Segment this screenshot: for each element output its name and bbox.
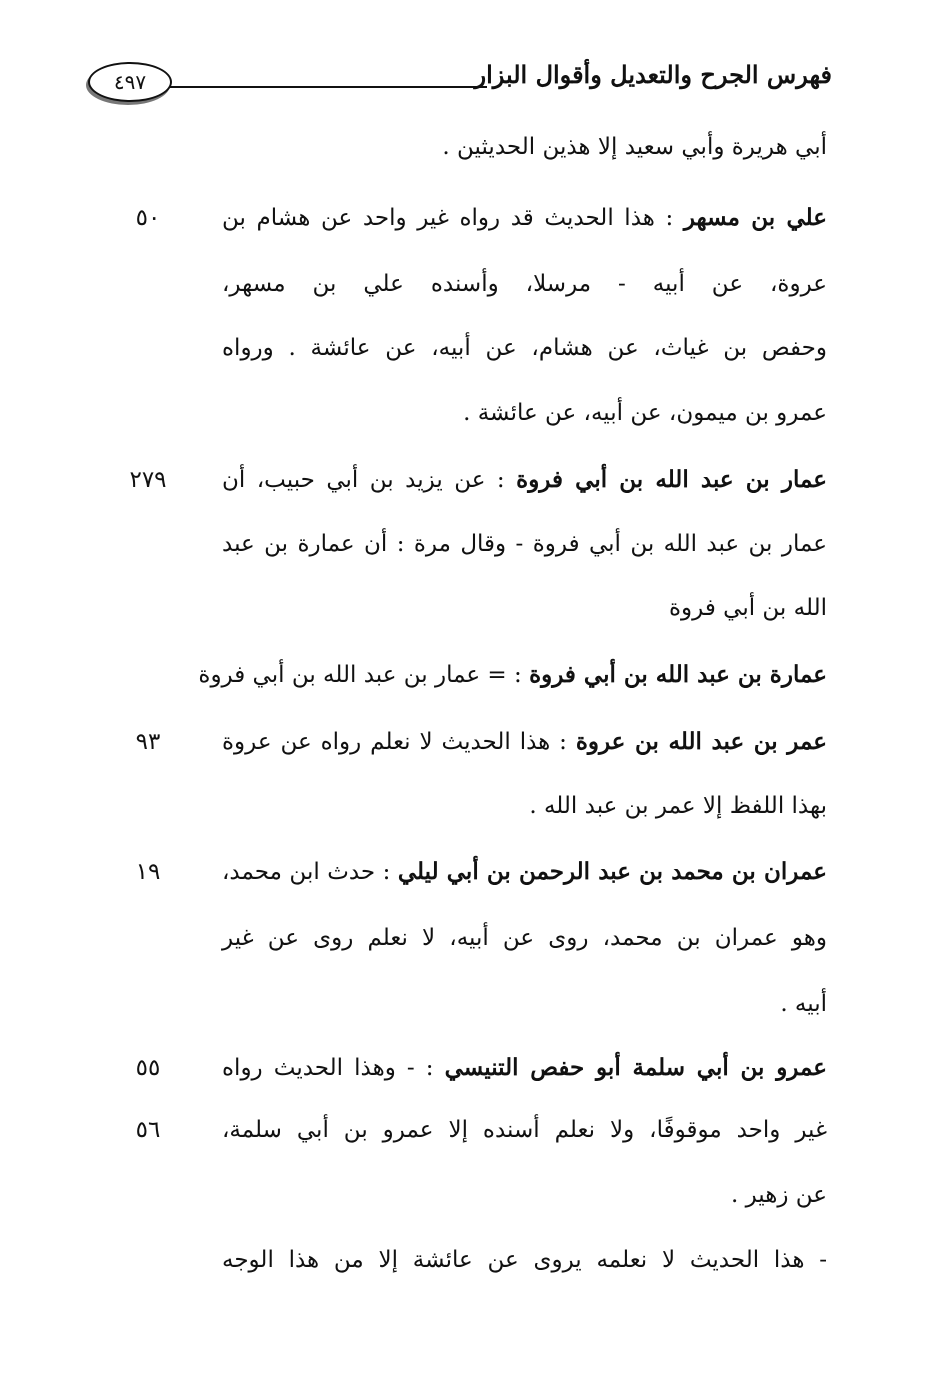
text-line: غير واحد موقوفًا، ولا نعلم أسنده إلا عمرو بن أبي سلمة، <box>222 1117 827 1143</box>
text-line: وحفص بن غياث، عن هشام، عن أبيه، عن عائشة . ورواه <box>222 335 827 361</box>
text-line: عمار بن عبد الله بن أبي فروة - وقال مرة : أن عمارة بن عبد <box>222 531 827 557</box>
narrator-name: عمران بن محمد بن عبد الرحمن بن أبي ليلي <box>397 858 827 885</box>
text-line: - هذا الحديث لا نعلمه يروى عن عائشة إلا من هذا الوجه <box>222 1247 827 1273</box>
entry-reference-number: ٩٣ <box>135 729 161 755</box>
page-number-badge <box>88 62 172 102</box>
header-rule <box>170 86 487 88</box>
narrator-name: علي بن مسهر <box>683 204 827 231</box>
entry-heading-line: عمرو بن أبي سلمة أبو حفص التنيسي : - وهذا الحديث رواه <box>222 1054 828 1081</box>
text-line: عمرو بن ميمون، عن أبيه، عن عائشة . <box>463 400 827 426</box>
narrator-name: عمار بن عبد الله بن أبي فروة <box>516 466 828 493</box>
narrator-name: عمارة بن عبد الله بن أبي فروة <box>529 661 827 688</box>
entry-heading-line: عمارة بن عبد الله بن أبي فروة : = عمار بن عبد الله بن أبي فروة <box>198 661 827 688</box>
narrator-name: عمر بن عبد الله بن عروة <box>575 728 827 755</box>
page-number: ٤٩٧ <box>113 70 147 94</box>
page-header <box>80 50 832 110</box>
text-line: بهذا اللفظ إلا عمر بن عبد الله . <box>529 793 827 819</box>
entry-heading-line: علي بن مسهر : هذا الحديث قد رواه غير واحد عن هشام بن <box>222 204 827 231</box>
entry-reference-number: ٢٧٩ <box>129 467 167 493</box>
text-line: عروة، عن أبيه - مرسلا، وأسنده علي بن مسهر، <box>222 271 827 297</box>
entry-reference-number: ٥٠ <box>135 205 161 231</box>
entry-heading-line: عمار بن عبد الله بن أبي فروة : عن يزيد بن أبي حبيب، أن <box>222 466 828 493</box>
entry-heading-line: عمران بن محمد بن عبد الرحمن بن أبي ليلي : حدث ابن محمد، <box>222 858 827 885</box>
text-line: عن زهير . <box>730 1182 827 1208</box>
running-title: فهرس الجرح والتعديل وأقوال البزار <box>474 60 832 89</box>
text-line: أبيه . <box>780 991 827 1017</box>
text-line: وهو عمران بن محمد، روى عن أبيه، لا نعلم روى عن غير <box>222 925 827 951</box>
entry-heading-line: عمر بن عبد الله بن عروة : هذا الحديث لا نعلم رواه عن عروة <box>222 728 827 755</box>
text-line: الله بن أبي فروة <box>669 595 827 621</box>
text-line: أبي هريرة وأبي سعيد إلا هذين الحديثين . <box>442 134 827 160</box>
entry-reference-number: ١٩ <box>135 859 161 885</box>
entry-reference-number: ٥٥ <box>135 1055 161 1081</box>
entry-reference-number: ٥٦ <box>135 1117 161 1143</box>
narrator-name: عمرو بن أبي سلمة أبو حفص التنيسي <box>444 1054 828 1081</box>
